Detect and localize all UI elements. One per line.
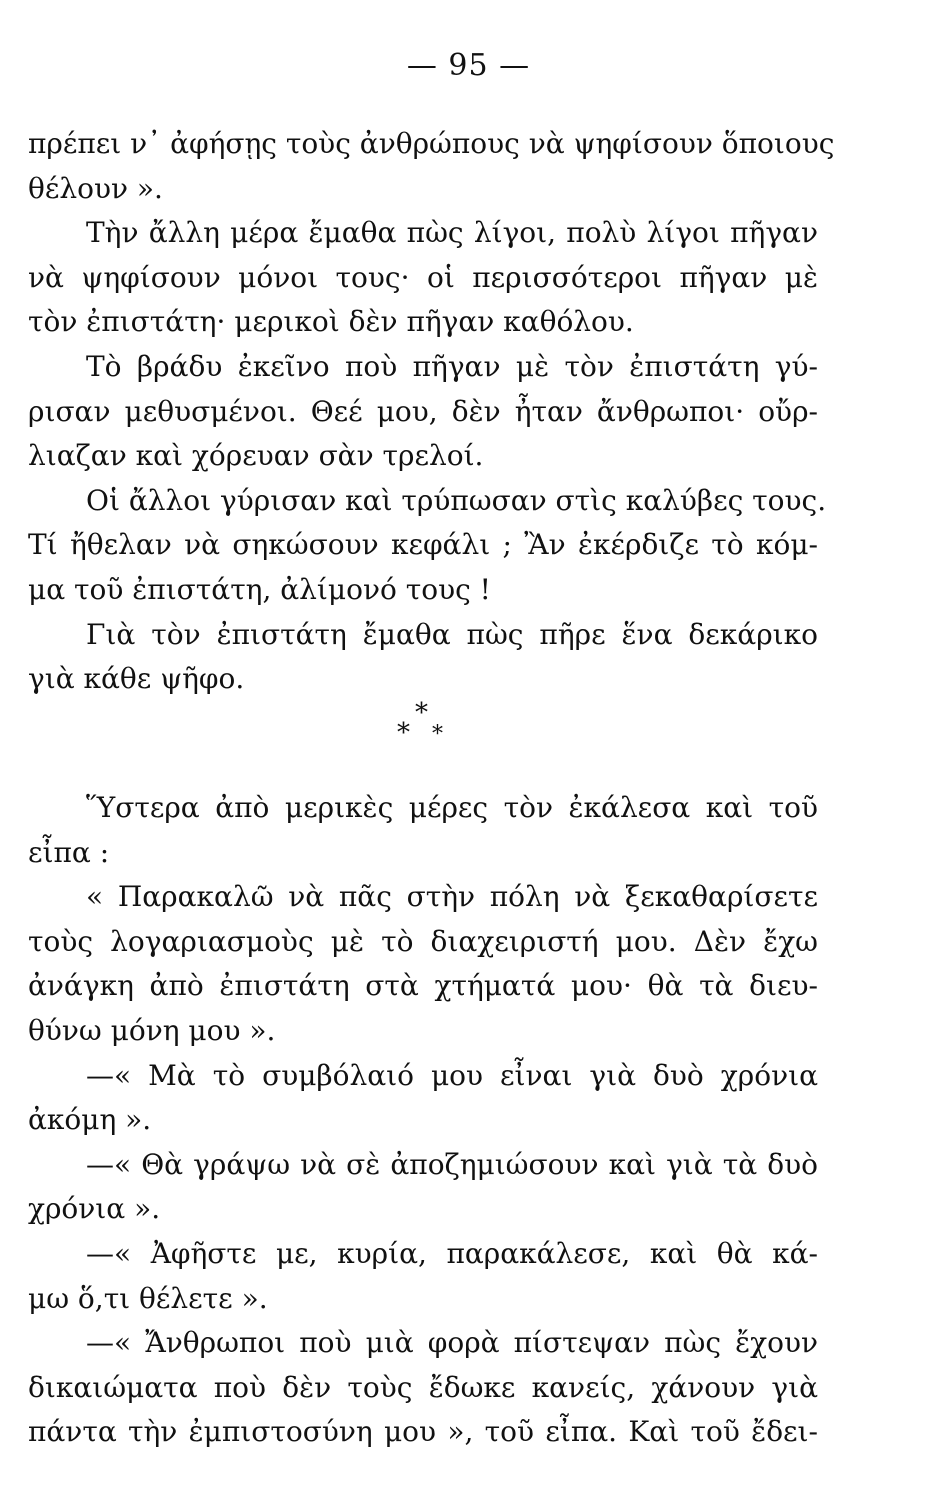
page-number: — 95 — xyxy=(406,48,531,83)
text-line: τὸν ἐπιστάτη· μερικοὶ δὲν πῆγαν καθόλου. xyxy=(28,305,634,339)
text-line: μα τοῦ ἐπιστάτη, ἀλίμονό τους ! xyxy=(28,572,491,606)
text-line: Τὴν ἄλλη μέρα ἔμαθα πὼς λίγοι, πολὺ λίγοι πῆγαν xyxy=(86,216,818,250)
text-section-2 xyxy=(28,786,818,1455)
text-line: πάντα τὴν ἐμπιστοσύνη μου », τοῦ εἶπα. Καὶ τοῦ ἔδει- xyxy=(28,1415,818,1449)
text-line: ἀκόμη ». xyxy=(28,1103,152,1137)
text-line: πρέπει ν᾽ ἀφήσῃς τοὺς ἀνθρώπους νὰ ψηφίσουν ὅποιους xyxy=(28,127,835,160)
text-line: Γιὰ τὸν ἐπιστάτη ἔμαθα πὼς πῆρε ἕνα δεκάρικο xyxy=(86,617,818,651)
text-line: Ὕστερα ἀπὸ μερικὲς μέρες τὸν ἐκάλεσα καὶ τοῦ xyxy=(86,791,818,824)
text-line: εἶπα : xyxy=(28,835,110,869)
text-line: τοὺς λογαριασμοὺς μὲ τὸ διαχειριστή μου. Δὲν ἔχω xyxy=(28,924,818,958)
section-separator-asterism xyxy=(0,698,937,748)
text-line: —« Ἀφῆστε με, κυρία, παρακάλεσε, καὶ θὰ κά- xyxy=(86,1236,818,1270)
text-line: Τὸ βράδυ ἐκεῖνο ποὺ πῆγαν μὲ τὸν ἐπιστάτη γύ- xyxy=(86,349,818,383)
text-line: « Παρακαλῶ νὰ πᾶς στὴν πόλη νὰ ξεκαθαρίσετε xyxy=(86,880,818,914)
text-line: Οἱ ἄλλοι γύρισαν καὶ τρύπωσαν στὶς καλύβες τους. xyxy=(86,483,827,517)
text-section-1 xyxy=(28,122,835,702)
asterisk-top: * xyxy=(415,698,428,728)
text-line: δικαιώματα ποὺ δὲν τοὺς ἔδωκε κανείς, χάνουν γιὰ xyxy=(28,1370,818,1404)
text-line: λιαζαν καὶ χόρευαν σὰν τρελοί. xyxy=(28,439,484,473)
text-line: γιὰ κάθε ψῆφο. xyxy=(28,662,245,696)
text-line: μω ὅ,τι θέλετε ». xyxy=(28,1281,268,1315)
asterisk-right: * xyxy=(432,722,443,747)
text-line: Τί ἤθελαν νὰ σηκώσουν κεφάλι ; Ἂν ἐκέρδιζε τὸ κόμ- xyxy=(28,528,818,562)
text-line: θύνω μόνη μου ». xyxy=(28,1013,276,1047)
text-line: χρόνια ». xyxy=(28,1192,161,1226)
text-line: ἀνάγκη ἀπὸ ἐπιστάτη στὰ χτήματά μου· θὰ τὰ διευ- xyxy=(28,969,818,1003)
text-line: —« Μὰ τὸ συμβόλαιό μου εἶναι γιὰ δυὸ χρόνια xyxy=(86,1058,818,1092)
text-line: ρισαν μεθυσμένοι. Θεέ μου, δὲν ἦταν ἄνθρωποι· οὔρ- xyxy=(28,394,818,428)
text-line: νὰ ψηφίσουν μόνοι τους· οἱ περισσότεροι πῆγαν μὲ xyxy=(28,260,818,294)
text-line: θέλουν ». xyxy=(28,171,163,205)
text-line: —« Θὰ γράψω νὰ σὲ ἀποζημιώσουν καὶ γιὰ τὰ δυὸ xyxy=(86,1147,818,1181)
text-line: —« Ἄνθρωποι ποὺ μιὰ φορὰ πίστεψαν πὼς ἔχουν xyxy=(86,1326,818,1360)
asterisk-left: * xyxy=(397,718,410,748)
